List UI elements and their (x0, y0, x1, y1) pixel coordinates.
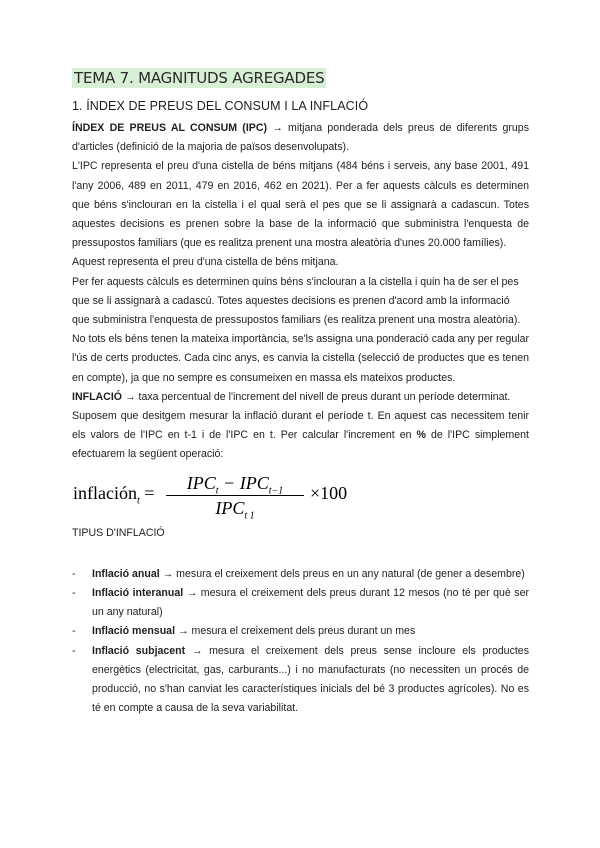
num-ipc-t: IPC (186, 472, 216, 493)
num-ipc-t1: IPC (239, 472, 269, 493)
inflacio-definition (72, 388, 529, 407)
list-item (72, 642, 529, 719)
formula-lhs-label: inflación (73, 482, 137, 503)
inflation-types-list (72, 565, 529, 719)
formula-times-100: ×100 (310, 482, 348, 503)
percent-sign: % (416, 429, 426, 442)
list-item (72, 584, 529, 622)
fraction-bar (166, 495, 304, 496)
ipc-paragraph-2: Aquest representa el preu d'una cistella de béns mitjana. (72, 256, 339, 269)
formula-equals: = (139, 482, 155, 503)
list-dash: - (72, 644, 76, 657)
inflacio-text-b: de l'IPC simplement efectuarem la següent operació: (72, 429, 529, 461)
den-ipc-sub: t 1 (244, 510, 255, 522)
ipc-term: ÍNDEX DE PREUS AL CONSUM (IPC) (72, 122, 268, 134)
type-term: Inflació interanual (92, 587, 184, 600)
list-dash: - (72, 567, 76, 580)
section-heading: 1. ÍNDEX DE PREUS DEL CONSUM I LA INFLACIÓ (72, 99, 369, 113)
document-body (72, 119, 529, 718)
ipc-definition-text: → mitjana ponderada dels preus de diferents grups d'articles (definició de la majoria de països desenvolupats). (72, 122, 529, 154)
type-term: Inflació mensual (92, 625, 176, 638)
ipc-paragraph-4: No tots els béns tenen la mateixa importància, se'ls assigna una ponderació cada any per regular l'ús de certs productes. Cada cinc anys, es canvia la cistella (selecció de productes que es tenen en compte), ja que no sempre es consumeixen en massa els mateixos productes. (72, 333, 529, 384)
formula-numerator (166, 472, 304, 497)
num-ipc-t1-sub: t−1 (268, 485, 284, 497)
inflation-formula (72, 472, 529, 522)
list-dash: - (72, 625, 76, 638)
type-desc: → mesura el creixement dels preus en un any natural (de gener a desembre) (159, 567, 525, 580)
list-dash: - (72, 587, 76, 600)
inflacio-definition-text: → taxa percentual de l'increment del nivell de preus durant un període determinat. (122, 390, 511, 403)
inflacio-text-a: Suposem que desitgem mesurar la inflació durant el període t. En aquest cas necessitem tenir els valors de l'IPC en t-1 i de l'IPC en t. Per calcular l'increment en (72, 410, 529, 442)
ipc-paragraph-3: Per fer aquests càlculs es determinen quins béns s'inclouran a la cistella i quin ha de ser el pes que se li assignarà a cadascú. Totes aquestes decisions es prenen d'acord amb la informació que subministra l'enquesta de pressupostos familiars (es realitza prenent una mostra aleatòria). (72, 275, 521, 327)
formula-fraction (166, 472, 304, 522)
type-desc: → mesura el creixement dels preus durant 12 mesos (no té per què ser un any natural) (92, 587, 529, 619)
inflacio-term: INFLACIÓ (72, 390, 123, 403)
ipc-paragraph-1: L'IPC representa el preu d'una cistella de béns mitjans (484 béns i serveis, any base 2001, 491 l'any 2006, 489 en 2011, 479 en 2016, 462 en 2021). Per a fer aquests càlculs es determinen que béns s'inclouran en la cistella i el qual serà el pes que se li assignarà a cadascun. Totes aquestes decisions es prenen sobre la base de la informació que subministra l'enquesta de pressupostos familiars (que es realitza prenent una mostra aleatòria d'unes 20.000 famílies). (72, 160, 529, 250)
inflacio-paragraph (72, 407, 529, 465)
formula-lhs-subscript: t (136, 495, 140, 507)
formula-lhs (73, 484, 154, 511)
type-desc: → mesura el creixement dels preus sense incloure els productes energètics (electricitat, gas, carburants...) i no manufacturats (no necessiten un procés de producció, no s'han canviat les característiques inicials del bé 3 productes agrícoles). No es té en compte a causa de la seva variabilitat. (92, 644, 529, 715)
type-desc: → mesura el creixement dels preus durant un mes (175, 625, 416, 638)
type-term: Inflació anual (92, 567, 160, 580)
page-title: TEMA 7. MAGNITUDS AGREGADES (74, 69, 325, 87)
list-item (72, 565, 529, 584)
num-ipc-t-sub: t (215, 485, 219, 497)
list-item (72, 622, 529, 641)
num-minus: − (218, 472, 240, 493)
tipus-heading: TIPUS D'INFLACIÓ (72, 526, 165, 539)
type-term: Inflació subjacent (92, 644, 186, 657)
ipc-definition (72, 119, 529, 157)
den-ipc: IPC (215, 497, 245, 518)
formula-denominator (166, 497, 304, 522)
